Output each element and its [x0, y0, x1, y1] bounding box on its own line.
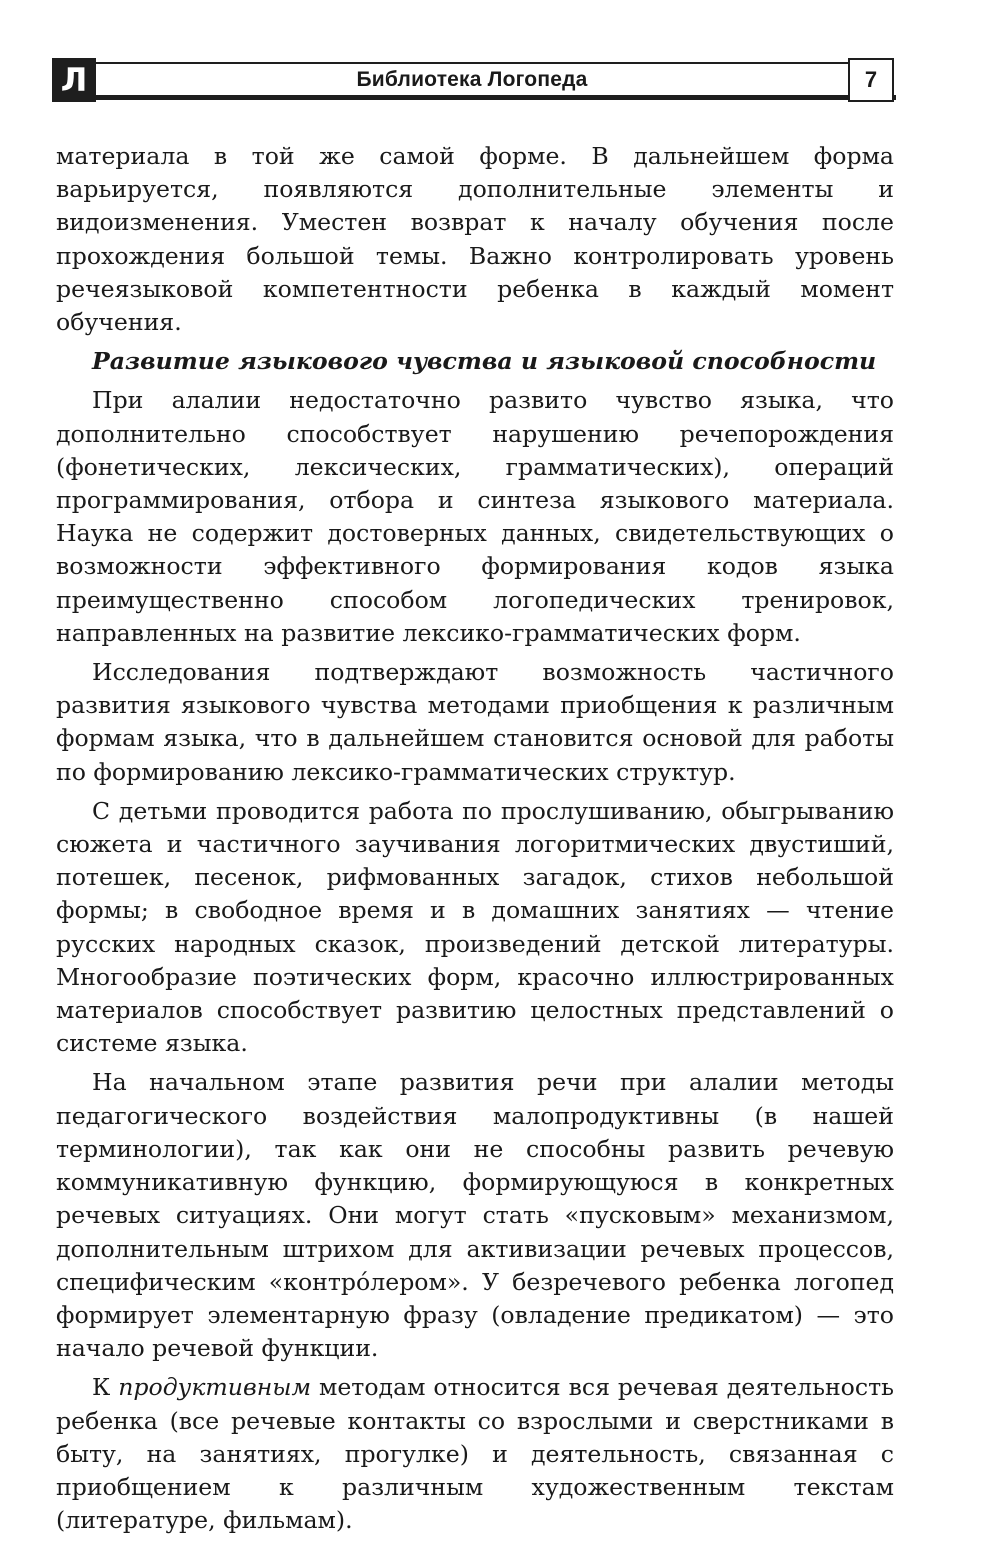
paragraph-work-with-children: С детьми проводится работа по прослушиванию, обыгрыванию сюжета и частичного заучивания логоритмических двустиший, потешек, песенок, рифмованных загадок, стихов небольшой формы; в свободное время и в домашних занятиях — чтение русских народных сказок, произведений детской литературы. Многообразие поэтических форм, красочно иллюстрированных материалов способствует развитию целостных представлений о системе языка. [56, 796, 894, 1058]
paragraph-pedagogical-methods: На начальном этапе развития речи при алалии методы педагогического воздействия малопродуктивны (в нашей терминологии), так как они не способны развить речевую коммуникативную функцию, формирующуюся в конкретных речевых ситуациях. Они могут стать «пусковым» механизмом, дополнительным штрихом для активизации речевых процессов, специфическим «контро́лером». У безречевого ребенка логопед формирует элементарную фразу (овладение предикатом) — это начало речевой функции. [56, 1068, 894, 1363]
paragraph-continuation: материала в той же самой форме. В дальнейшем форма варьируется, появляются дополнительные элементы и видоизменения. Уместен возврат к началу обучения после прохождения большой темы. Важно контролировать уровень речеязыковой компетентности ребенка в каждый момент обучения. [56, 142, 894, 337]
running-header-title: Библиотека Логопеда [356, 68, 588, 91]
paragraph-alalia-language-sense: При алалии недостаточно развито чувство языка, что дополнительно способствует нарушению речепорождения (фонетических, лексических, грамматических), операций программирования, отбора и синтеза языкового материала. Наука не содержит достоверных данных, свидетельствующих о возможности эффективного формирования кодов языка преимущественно способом логопедических тренировок, направленных на развитие лексико-грамматических форм. [56, 386, 894, 647]
paragraph-research: Исследования подтверждают возможность частичного развития языкового чувства методами приобщения к различным формам языка, что в дальнейшем становится основой для работы по формированию лексико-грамматических структур. [56, 658, 894, 786]
header-rule-bottom [96, 95, 896, 100]
paragraph-productive-start: К [92, 1373, 119, 1402]
running-header [52, 58, 892, 102]
paragraph-productive-methods [56, 1371, 894, 1537]
paragraph-productive-rest: методам относится вся речевая деятельность ребенка (все речевые контакты со взрослыми и сверстниками в быту, на занятиях, прогулке) и деятельность, связанная с приобщением к различным художественным текстам (литературе, фильмам). [56, 1373, 894, 1535]
page-body [56, 140, 894, 1543]
page-number: 7 [848, 58, 894, 102]
section-heading: Развитие языкового чувства и языковой способности [92, 347, 877, 376]
library-logo: Л [52, 58, 96, 102]
emphasis-productive: продуктивным [118, 1373, 312, 1402]
